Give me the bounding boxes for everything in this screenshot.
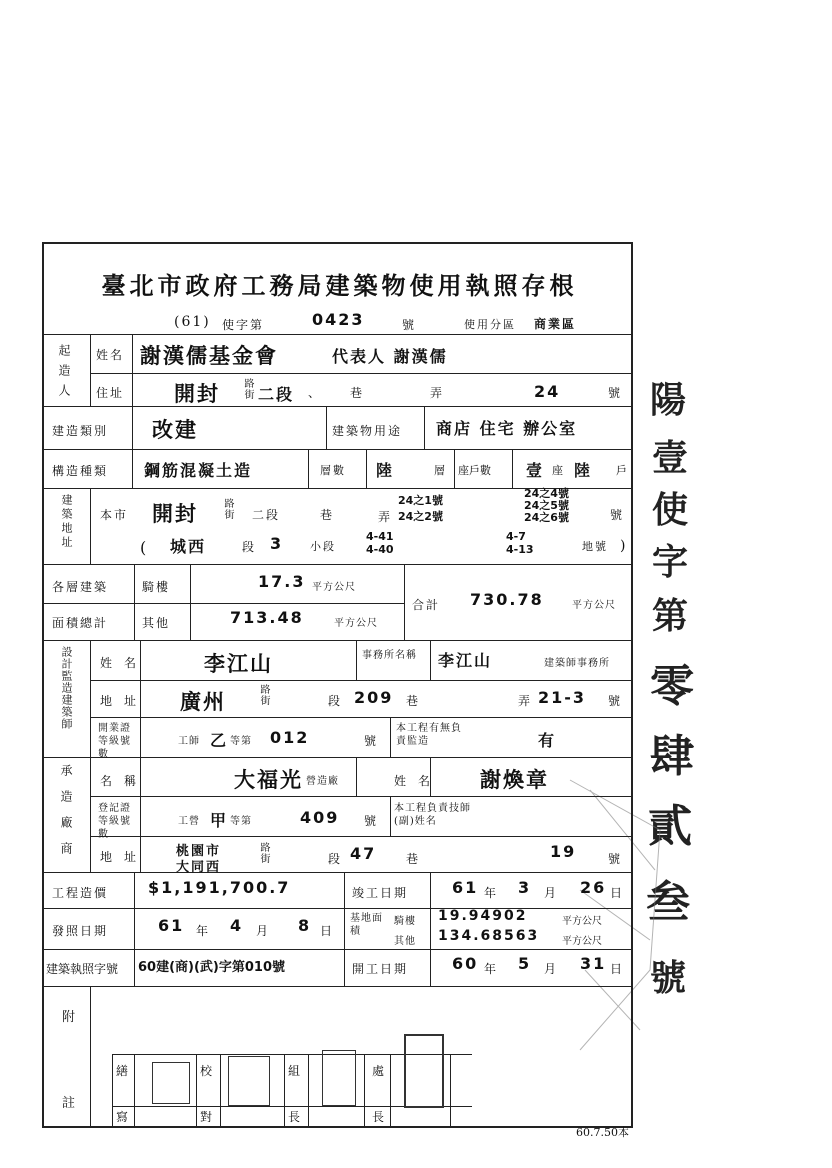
supervision-value: 有 xyxy=(538,731,557,750)
contractor-address-label: 地址 xyxy=(100,850,149,864)
architect-address-label: 地址 xyxy=(100,694,149,708)
applicant-address-label: 住址 xyxy=(96,386,125,400)
license-number: 0423 xyxy=(312,310,365,329)
building-use-value: 商店 住宅 辦公室 xyxy=(436,419,578,438)
site-lots-a: 4-41 4-40 xyxy=(366,530,394,556)
transcribe-label: 繕 xyxy=(116,1064,131,1078)
road-label: 路街 xyxy=(258,684,269,706)
form-title: 臺北市政府工務局建築物使用執照存根 xyxy=(101,271,578,300)
base-area-label: 基地面積 xyxy=(350,913,383,937)
area-unit: 平方公尺 xyxy=(312,582,356,593)
margin-char: 壹 xyxy=(652,438,689,479)
road-label: 路街 xyxy=(242,378,253,400)
address-separator: 、 xyxy=(308,386,323,400)
floors-value: 陸 xyxy=(376,461,395,480)
margin-char: 陽 xyxy=(650,380,687,421)
area-arcade-label: 騎樓 xyxy=(142,580,171,594)
build-type-value: 改建 xyxy=(152,418,198,442)
issue-year: 61 xyxy=(158,916,185,935)
architect-lane: 209 xyxy=(354,688,394,707)
architect-section-label: 設計監造建築師 xyxy=(60,646,73,730)
contractor-reg-label: 登記證等級號數 xyxy=(98,803,131,840)
area-label-bottom: 面積總計 xyxy=(52,616,109,630)
building-use-label: 建築物用途 xyxy=(332,424,403,438)
lane-label: 巷 xyxy=(350,386,365,400)
applicant-representative: 代表人 謝漢儒 xyxy=(332,347,448,366)
issue-date-label: 發照日期 xyxy=(52,924,109,938)
license-label: 使字第 xyxy=(222,318,265,332)
structure-value: 鋼筋混凝土造 xyxy=(144,461,253,480)
area-label-top: 各層建築 xyxy=(52,580,109,594)
contractor-reg-prefix: 工營 xyxy=(178,816,200,827)
applicant-section-label: 起造人 xyxy=(57,344,71,404)
architect-license-label: 開業證等級號數 xyxy=(98,723,131,760)
margin-char: 貳 xyxy=(648,801,692,852)
contractor-address-city: 桃園市 xyxy=(176,844,222,859)
contractor-person: 謝煥章 xyxy=(480,768,549,792)
margin-char: 零 xyxy=(650,661,694,712)
check-label: 校 xyxy=(200,1064,215,1078)
permit-value: 60建(商)(武)字第010號 xyxy=(138,960,285,975)
site-lane-label: 巷 xyxy=(320,508,335,522)
site-road: 開封 xyxy=(152,502,198,526)
day-label: 日 xyxy=(610,962,625,976)
road-label: 路街 xyxy=(258,842,269,864)
contractor-address-road: 大同西 xyxy=(176,860,222,875)
architect-license-number: 012 xyxy=(270,728,310,747)
applicant-name-label: 姓名 xyxy=(96,348,125,362)
structure-label: 構造種類 xyxy=(52,464,109,478)
proof-label: 對 xyxy=(200,1110,215,1124)
lane-label: 巷 xyxy=(406,694,421,708)
segment-label: 段 xyxy=(328,694,343,708)
contractor-name-label: 名稱 xyxy=(100,774,149,788)
issue-month: 4 xyxy=(230,916,244,935)
license-suffix: 號 xyxy=(402,318,417,332)
bureau-label: 處 xyxy=(372,1064,387,1078)
number-label: 號 xyxy=(608,694,623,708)
year-label: 年 xyxy=(484,886,499,900)
group-chief-label: 長 xyxy=(288,1110,303,1124)
completion-month: 3 xyxy=(518,878,532,897)
year-label: 年 xyxy=(484,962,499,976)
site-lots-b: 4-7 4-13 xyxy=(506,530,534,556)
alley-label: 弄 xyxy=(430,386,445,400)
site-section-unit: 段 xyxy=(242,540,257,554)
site-number-label: 號 xyxy=(610,508,625,522)
site-subsection-label: 小段 xyxy=(310,540,336,553)
start-date-label: 開工日期 xyxy=(352,962,409,976)
margin-char: 叁 xyxy=(646,877,690,928)
permit-label: 建築執照字號 xyxy=(46,962,119,976)
area-unit: 平方公尺 xyxy=(334,618,378,629)
building-count: 壹 xyxy=(526,461,545,480)
margin-char: 字 xyxy=(652,542,689,583)
zone-value: 商業區 xyxy=(534,317,577,331)
site-segment: 二段 xyxy=(252,508,281,522)
day-label: 日 xyxy=(320,924,335,938)
area-total-value: 730.78 xyxy=(470,590,544,609)
floors-unit: 層 xyxy=(434,464,447,477)
contractor-lane: 47 xyxy=(350,844,377,863)
site-alley-label: 弄 xyxy=(378,510,393,524)
applicant-address-road: 開封 xyxy=(174,382,220,406)
year-label: 年 xyxy=(196,924,211,938)
checker-seal xyxy=(228,1056,270,1106)
month-label: 月 xyxy=(256,924,271,938)
contractor-section-label: 承造廠商 xyxy=(59,764,73,868)
contractor-number: 19 xyxy=(550,842,577,861)
architect-name-label: 姓名 xyxy=(100,656,149,670)
write-label: 寫 xyxy=(116,1110,131,1124)
build-type-label: 建造類別 xyxy=(52,424,109,438)
building-unit: 座 xyxy=(552,464,565,477)
site-city: 本市 xyxy=(100,508,129,522)
site-section-label: 建築地址 xyxy=(60,494,73,550)
zone-label: 使用分區 xyxy=(464,318,516,331)
area-total-label: 合計 xyxy=(412,598,441,612)
office-name: 李江山 xyxy=(438,651,493,670)
base-other-label: 其他 xyxy=(394,936,416,947)
base-arcade-label: 騎樓 xyxy=(394,916,416,927)
note-label: 註 xyxy=(62,1096,78,1111)
area-other-value: 713.48 xyxy=(230,608,304,627)
architect-name: 李江山 xyxy=(204,652,273,676)
segment-label: 段 xyxy=(328,852,343,866)
grade-label: 等第 xyxy=(230,816,252,827)
completion-label: 竣工日期 xyxy=(352,886,409,900)
number-label: 號 xyxy=(364,814,379,828)
group-chief-seal xyxy=(322,1050,356,1106)
license-stub-form: 臺北市政府工務局建築物使用執照存根 (61) 使字第 0423 號 使用分區 商業區 起造人 姓名 謝漢儒基金會 代表人 謝漢儒 住址 開封 路街 二段 、 巷 弄 24 號 建造類別 改建 建築物用途 商店 住宅 辦公室 構造種類 鋼筋混凝土造 層數 陸 層 座戶數 壹 座 陸 戶 建築地址 本市 開封 路街 二段 巷 弄 24之1號 24之2號 24之4號 24之5號 24之6號 號 ( 城西 段 3 小段 4-41 4-40 4-7 4-13 地號 ) 各層建築 面積總計 騎樓 17.3 平方公尺 其他 713.48 平方公尺 合計 730.78 平方公尺 設計監造建築師 姓名 李江山 事務所名稱 李江山 建築師事務所 地址 廣州 路街 段 209 巷 弄 21-3 號 開業證等級號數 工師 乙 等第 012 號 本工程有無負責監造 有 承造廠商 名稱 大福光 營造廠 姓名 謝煥章 登記證等級號數 工營 甲 等第 409 號 本工程負責技師(副)姓名 地址 桃園市 大同西 路街 段 47 巷 19 號 工程造價 $1,191,700.7 竣工日期 61 年 3 月 26 日 發照日期 61 年 4 月 8 日 基地面積 騎樓 19.94902 平方公尺 其他 134.68563 平方公尺 建築執照字號 60建(商)(武)字第010號 開工日期 60 年 5 月 31 日 附 註 繕 寫 校 對 組 長 處 長 xyxy=(42,242,633,1128)
supervision-label: 本工程有無負責監造 xyxy=(396,723,462,747)
section-chief-label: 長 xyxy=(372,1110,387,1124)
area-arcade-value: 17.3 xyxy=(258,572,306,591)
contractor-name-suffix: 營造廠 xyxy=(306,776,339,787)
number-label: 號 xyxy=(364,734,379,748)
margin-char: 第 xyxy=(652,596,689,637)
completion-year: 61 xyxy=(452,878,479,897)
applicant-address-number: 24 xyxy=(534,382,561,401)
cost-label: 工程造價 xyxy=(52,886,109,900)
number-label: 號 xyxy=(608,386,623,400)
footer-print-note: 60.7.50本 xyxy=(576,1126,629,1139)
office-suffix: 建築師事務所 xyxy=(544,658,610,669)
units-label: 座戶數 xyxy=(458,464,491,477)
margin-char: 使 xyxy=(652,490,689,531)
architect-number: 21-3 xyxy=(538,688,587,707)
contractor-reg-number: 409 xyxy=(300,808,340,827)
start-day: 31 xyxy=(580,954,607,973)
household-unit: 戶 xyxy=(616,464,629,477)
base-other-value: 134.68563 xyxy=(438,928,540,944)
day-label: 日 xyxy=(610,886,625,900)
grade-label: 等第 xyxy=(230,736,252,747)
month-label: 月 xyxy=(544,886,559,900)
site-numbers-a: 24之1號 24之2號 xyxy=(398,494,443,523)
area-unit: 平方公尺 xyxy=(562,916,602,927)
issue-day: 8 xyxy=(298,916,312,935)
month-label: 月 xyxy=(544,962,559,976)
site-subsection-number: 3 xyxy=(270,534,284,553)
architect-license-prefix: 工師 xyxy=(178,736,200,747)
number-label: 號 xyxy=(608,852,623,866)
contractor-grade: 甲 xyxy=(210,811,229,830)
architect-address-road: 廣州 xyxy=(180,690,226,714)
contractor-person-label: 姓名 xyxy=(394,774,443,788)
household-count: 陸 xyxy=(574,461,593,480)
cost-value: $1,191,700.7 xyxy=(148,878,291,897)
attach-label: 附 xyxy=(62,1010,78,1025)
margin-char: 號 xyxy=(650,958,687,999)
margin-char: 肆 xyxy=(650,731,694,782)
lane-label: 巷 xyxy=(406,852,421,866)
site-district: 城西 xyxy=(170,537,207,556)
license-prefix: (61) xyxy=(174,314,211,330)
alley-label: 弄 xyxy=(518,694,533,708)
clerk-seal xyxy=(152,1062,190,1104)
office-label: 事務所名稱 xyxy=(362,650,417,661)
area-unit: 平方公尺 xyxy=(572,600,616,611)
contractor-name: 大福光 xyxy=(234,768,303,792)
base-arcade-value: 19.94902 xyxy=(438,908,528,924)
site-numbers-b: 24之4號 24之5號 24之6號 xyxy=(524,487,569,524)
start-month: 5 xyxy=(518,954,532,973)
floors-label: 層數 xyxy=(320,464,346,477)
applicant-name: 謝漢儒基金會 xyxy=(140,344,278,368)
start-year: 60 xyxy=(452,954,479,973)
section-chief-seal xyxy=(404,1034,444,1108)
applicant-address-segment: 二段 xyxy=(258,385,295,404)
completion-day: 26 xyxy=(580,878,607,897)
site-lot-label: 地號 xyxy=(582,540,608,553)
site-road-label: 路街 xyxy=(222,498,233,520)
architect-grade: 乙 xyxy=(210,731,229,750)
tech-label: 本工程負責技師(副)姓名 xyxy=(394,803,471,827)
group-label: 組 xyxy=(288,1064,303,1078)
area-other-label: 其他 xyxy=(142,616,171,630)
area-unit: 平方公尺 xyxy=(562,936,602,947)
